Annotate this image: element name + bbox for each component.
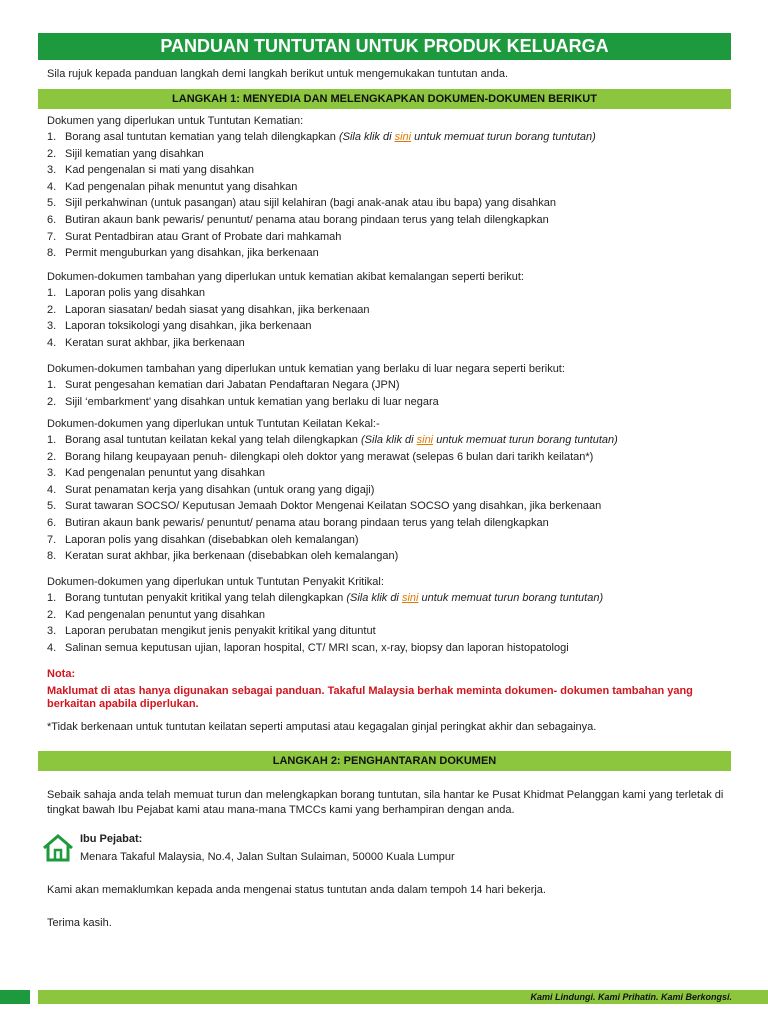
item-number: 7. bbox=[47, 230, 57, 243]
item-number: 3. bbox=[47, 625, 57, 638]
nota-label: Nota: bbox=[47, 668, 76, 680]
download-form-link[interactable]: sini bbox=[416, 434, 434, 446]
section-heading: Dokumen-dokumen yang diperlukan untuk Tuntutan Penyakit Kritikal: bbox=[47, 576, 384, 588]
section-heading: Dokumen-dokumen tambahan yang diperlukan untuk kematian yang berlaku di luar negara seperti berikut: bbox=[47, 363, 565, 375]
item-number: 4. bbox=[47, 483, 57, 496]
list-item bbox=[47, 377, 737, 394]
item-number: 2. bbox=[47, 147, 57, 160]
item-text: Kad pengenalan penuntut yang disahkan bbox=[65, 467, 266, 480]
item-number: 8. bbox=[47, 247, 57, 260]
document-list bbox=[47, 129, 737, 262]
item-text: Keratan surat akhbar, jika berkenaan bbox=[65, 336, 245, 349]
section-4 bbox=[47, 416, 737, 565]
footer-accent bbox=[0, 990, 30, 1004]
item-text: Surat tawaran SOCSO/ Keputusan Jemaah Doktor Mengenai Keilatan SOCSO yang disahkan, jika berkenaan bbox=[65, 500, 602, 513]
item-number: 1. bbox=[47, 592, 57, 604]
list-item bbox=[47, 590, 737, 607]
section-heading: Dokumen-dokumen yang diperlukan untuk Tuntutan Keilatan Kekal:- bbox=[47, 418, 380, 430]
note-suffix: untuk memuat turun borang tuntutan) bbox=[418, 592, 604, 604]
item-number: 4. bbox=[47, 641, 57, 654]
item-text: Surat penamatan kerja yang disahkan (untuk orang yang digaji) bbox=[65, 483, 375, 496]
section-5 bbox=[47, 574, 737, 656]
item-number: 4. bbox=[47, 180, 57, 193]
item-text: Laporan polis yang disahkan (disebabkan oleh kemalangan) bbox=[65, 533, 359, 546]
section-3 bbox=[47, 361, 737, 410]
note-prefix: (Sila klik di bbox=[361, 434, 417, 446]
item-text: Laporan perubatan mengikut jenis penyakit kritikal yang dituntut bbox=[65, 625, 376, 638]
item-text: Laporan polis yang disahkan bbox=[65, 287, 206, 299]
list-item bbox=[47, 498, 737, 515]
item-number: 1. bbox=[47, 379, 57, 391]
item-number: 7. bbox=[47, 533, 57, 546]
item-number: 2. bbox=[47, 450, 57, 463]
item-number: 5. bbox=[47, 197, 57, 210]
item-number: 5. bbox=[47, 500, 57, 513]
list-item bbox=[47, 394, 737, 411]
page-title: PANDUAN TUNTUTAN UNTUK PRODUK KELUARGA bbox=[38, 33, 731, 60]
list-item bbox=[47, 623, 737, 640]
item-text: Kad pengenalan si mati yang disahkan bbox=[65, 164, 254, 177]
tagline: Kami Lindungi. Kami Prihatin. Kami Berkongsi. bbox=[530, 992, 732, 1002]
note-prefix: (Sila klik di bbox=[346, 592, 402, 604]
item-text: Borang hilang keupayaan penuh- dilengkapi oleh doktor yang merawat (selepas 6 bulan dari tarikh keilatan*) bbox=[65, 450, 594, 463]
item-text: Borang tuntutan penyakit kritikal yang telah dilengkapkan bbox=[65, 592, 344, 604]
item-number: 8. bbox=[47, 550, 57, 563]
list-item bbox=[47, 195, 737, 212]
item-text: Sijil kematian yang disahkan bbox=[65, 147, 204, 160]
document-list bbox=[47, 285, 737, 351]
document-list bbox=[47, 377, 737, 410]
item-number: 3. bbox=[47, 164, 57, 177]
list-item bbox=[47, 285, 737, 302]
item-text: Sijil ‘embarkment’ yang disahkan untuk kematian yang berlaku di luar negara bbox=[65, 395, 439, 408]
item-text: Kad pengenalan pihak menuntut yang disahkan bbox=[65, 180, 298, 193]
list-item bbox=[47, 229, 737, 246]
download-note bbox=[361, 434, 618, 446]
section-2 bbox=[47, 269, 737, 351]
download-form-link[interactable]: sini bbox=[394, 131, 412, 143]
item-text: Salinan semua keputusan ujian, laporan hospital, CT/ MRI scan, x-ray, biopsy dan laporan histopatologi bbox=[65, 641, 569, 654]
note-prefix: (Sila klik di bbox=[338, 131, 395, 143]
document-list bbox=[47, 590, 737, 656]
list-item bbox=[47, 532, 737, 549]
item-number: 1. bbox=[47, 131, 57, 143]
download-note bbox=[339, 131, 596, 143]
office-label: Ibu Pejabat: bbox=[80, 833, 143, 845]
note-suffix: untuk memuat turun borang tuntutan) bbox=[411, 131, 596, 143]
nota-text: Maklumat di atas hanya digunakan sebagai panduan. Takaful Malaysia berhak meminta dokumen- dokumen tambahan yang berkaitan apabila diperlukan. bbox=[47, 685, 693, 710]
list-item bbox=[47, 162, 737, 179]
list-item bbox=[47, 640, 737, 657]
item-text: Kad pengenalan penuntut yang disahkan bbox=[65, 608, 266, 621]
list-item bbox=[47, 607, 737, 624]
list-item bbox=[47, 515, 737, 532]
item-text: Borang asal tuntutan keilatan kekal yang telah dilengkapkan bbox=[65, 434, 358, 446]
office-address: Menara Takaful Malaysia, No.4, Jalan Sultan Sulaiman, 50000 Kuala Lumpur bbox=[80, 851, 455, 863]
note-suffix: untuk memuat turun borang tuntutan) bbox=[433, 434, 618, 446]
item-number: 6. bbox=[47, 213, 57, 226]
item-number: 4. bbox=[47, 336, 57, 349]
item-text: Borang asal tuntutan kematian yang telah dilengkapkan bbox=[65, 131, 336, 143]
section-heading: Dokumen-dokumen tambahan yang diperlukan untuk kematian akibat kemalangan seperti berikut: bbox=[47, 271, 524, 283]
list-item bbox=[47, 482, 737, 499]
list-item bbox=[47, 548, 737, 565]
list-item bbox=[47, 449, 737, 466]
item-number: 2. bbox=[47, 303, 57, 316]
list-item bbox=[47, 432, 737, 449]
item-text: Laporan siasatan/ bedah siasat yang disahkan, jika berkenaan bbox=[65, 303, 370, 316]
item-number: 1. bbox=[47, 434, 57, 446]
section-1 bbox=[47, 113, 737, 262]
list-item bbox=[47, 179, 737, 196]
intro-text: Sila rujuk kepada panduan langkah demi langkah berikut untuk mengemukakan tuntutan anda. bbox=[47, 68, 509, 80]
list-item bbox=[47, 318, 737, 335]
step2-banner: LANGKAH 2: PENGHANTARAN DOKUMEN bbox=[38, 751, 731, 771]
list-item bbox=[47, 245, 737, 262]
step2-paragraph: Sebaik sahaja anda telah memuat turun dan melengkapkan borang tuntutan, sila hantar ke Pusat Khidmat Pelanggan kami yang terletak di tingkat bawah Ibu Pejabat kami atau mana-mana TMCCs kami yang berhampiran dengan anda. bbox=[47, 789, 724, 816]
item-number: 1. bbox=[47, 287, 57, 299]
item-text: Sijil perkahwinan (untuk pasangan) atau sijil kelahiran (bagi anak-anak atau ibu bapa) yang disahkan bbox=[65, 197, 557, 210]
download-note bbox=[346, 592, 603, 604]
document-list bbox=[47, 432, 737, 565]
item-text: Laporan toksikologi yang disahkan, jika berkenaan bbox=[65, 320, 312, 333]
item-number: 3. bbox=[47, 467, 57, 480]
home-icon bbox=[42, 834, 74, 862]
item-text: Surat pengesahan kematian dari Jabatan Pendaftaran Negara (JPN) bbox=[65, 379, 400, 391]
item-number: 3. bbox=[47, 320, 57, 333]
footnote: *Tidak berkenaan untuk tuntutan keilatan seperti amputasi atau kegagalan ginjal peringkat akhir dan sebagainya. bbox=[47, 721, 597, 733]
list-item bbox=[47, 129, 737, 146]
list-item bbox=[47, 465, 737, 482]
list-item bbox=[47, 335, 737, 352]
thanks-text: Terima kasih. bbox=[47, 917, 112, 929]
list-item bbox=[47, 212, 737, 229]
list-item bbox=[47, 146, 737, 163]
notify-text: Kami akan memaklumkan kepada anda mengenai status tuntutan anda dalam tempoh 14 hari bekerja. bbox=[47, 884, 546, 896]
item-number: 6. bbox=[47, 516, 57, 529]
item-text: Permit menguburkan yang disahkan, jika berkenaan bbox=[65, 247, 319, 260]
step1-banner: LANGKAH 1: MENYEDIA DAN MELENGKAPKAN DOKUMEN-DOKUMEN BERIKUT bbox=[38, 89, 731, 109]
item-text: Butiran akaun bank pewaris/ penuntut/ penama atau borang pindaan terus yang telah dilengkapkan bbox=[65, 516, 549, 529]
item-number: 2. bbox=[47, 395, 57, 408]
section-heading: Dokumen yang diperlukan untuk Tuntutan Kematian: bbox=[47, 115, 304, 127]
item-number: 2. bbox=[47, 608, 57, 621]
download-form-link[interactable]: sini bbox=[401, 592, 419, 604]
list-item bbox=[47, 302, 737, 319]
item-text: Keratan surat akhbar, jika berkenaan (disebabkan oleh kemalangan) bbox=[65, 550, 399, 563]
item-text: Butiran akaun bank pewaris/ penuntut/ penama atau borang pindaan terus yang telah dilengkapkan bbox=[65, 213, 549, 226]
item-text: Surat Pentadbiran atau Grant of Probate dari mahkamah bbox=[65, 230, 342, 243]
